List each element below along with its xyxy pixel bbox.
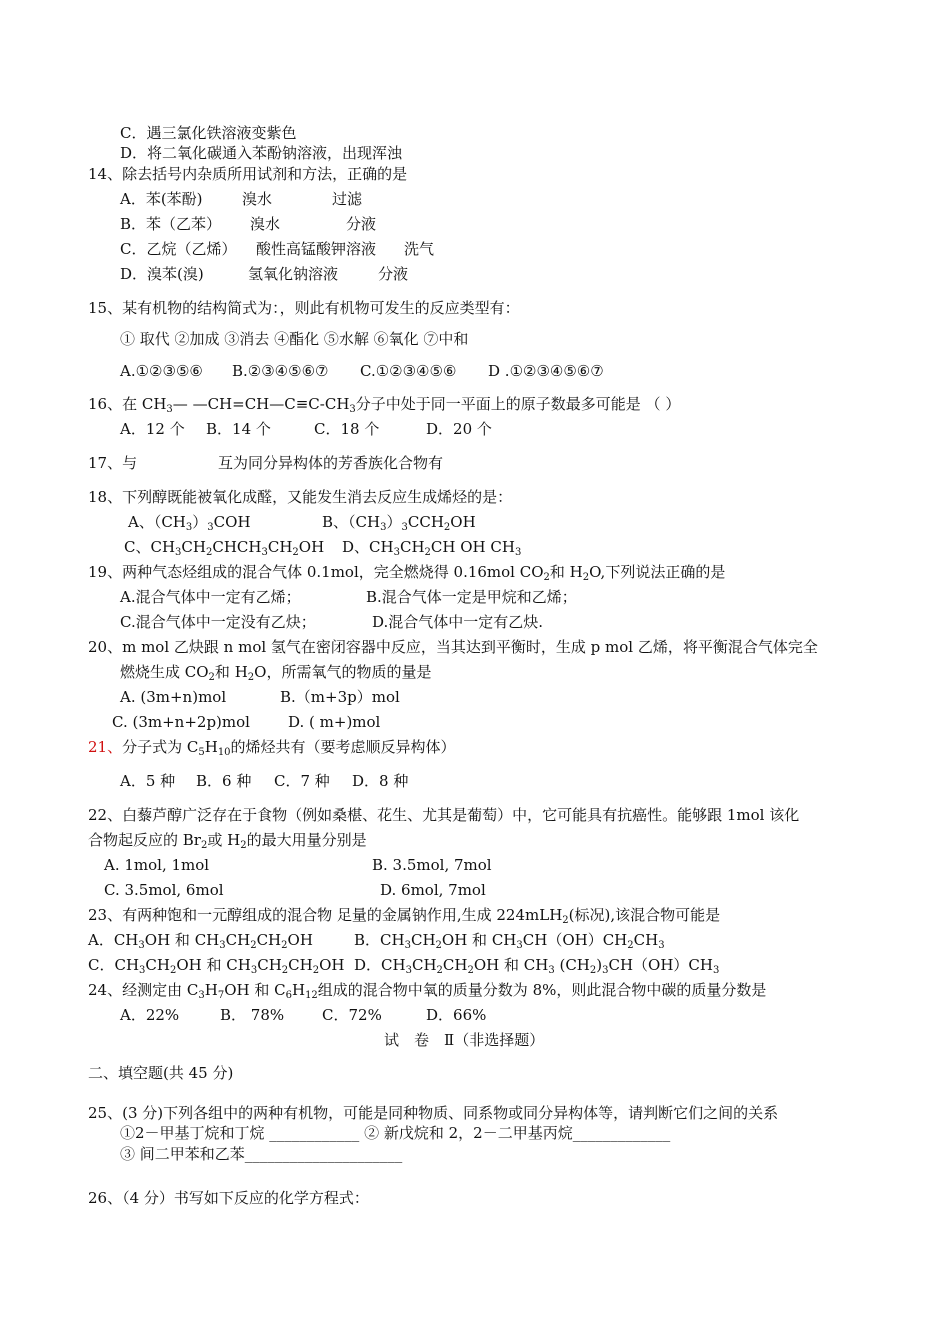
q23-options-ab: A．$CH_3OH$ 和 $CH_3CH_2CH_2OH$ B．$CH_3CH_2OH$ 和 $CH_3CH(OH)CH_2CH_3$ [88,931,665,951]
q19-options-cd: C.混合气体中一定没有乙炔； D.混合气体中一定有乙炔. [120,613,544,631]
q13-option-c: C．遇三氯化铁溶液变紫色 [120,124,297,142]
q14-stem: 14、除去括号内杂质所用试剂和方法，正确的是 [88,165,408,183]
q25-line2: ①2－甲基丁烷和丁烷 ____________ ② 新戊烷和 2，2－二甲基丙烷_____________ [120,1124,671,1142]
q21-stem: 21、分子式为 $C_5H_{10}$的烯烃共有（要考虑顺反异构体） [88,738,456,758]
q18-option-a: A、$(CH_3)_3COH$ [128,513,251,533]
q16-stem: 16、在 $CH_3—$ $—CH=CH—C\equiv C-CH_3$分子中处于同一平面上的原子数最多可能是 （ ） [88,395,681,415]
q22-stem-line1: 22、白藜芦醇广泛存在于食物（例如桑椹、花生、尤其是葡萄）中，它可能具有抗癌性。能够跟 1mol 该化 [88,806,800,824]
q25-line3: ③ 间二甲苯和乙苯_____________________ [120,1145,403,1163]
q15-stem: 15、某有机物的结构简式为：，则此有机物可发生的反应类型有： [88,299,520,317]
q15-reaction-types: ① 取代 ②加成 ③消去 ④酯化 ⑤水解 ⑥氧化 ⑦中和 [120,330,469,348]
q16-options: A．12 个 B．14 个 C．18 个 D．20 个 [120,420,492,438]
q20-stem-line2: 燃烧生成 $CO_2$和 $H_2O$，所需氧气的物质的量是 [120,663,432,683]
q26-stem: 26、（4 分）书写如下反应的化学方程式： [88,1189,369,1207]
q22-options-cd: C. 3.5mol, 6mol D. 6mol, 7mol [104,881,486,899]
q14-option-c: C．乙烷（乙烯） 酸性高锰酸钾溶液 洗气 [120,240,435,258]
q14-option-a: A．苯(苯酚) 溴水 过滤 [120,190,363,208]
q24-options: A．22% B． 78% C．72% D．66% [120,1006,487,1024]
q24-stem: 24、经测定由 $C_3H_7OH$ 和 $C_6H_{12}$组成的混合物中氧的质量分数为 8%，则此混合物中碳的质量分数是 [88,981,767,1001]
q14-option-b: B．苯（乙苯） 溴水 分液 [120,215,377,233]
q23-options-cd: C．$CH_3CH_2OH$ 和 $CH_3CH_2CH_2OH$ D．$CH_3CH_2CH_2OH$ 和 $CH_3$ $(CH_2)_3CH(OH)CH_3$ [88,956,720,976]
q13-option-d: D．将二氧化碳通入苯酚钠溶液，出现浑浊 [120,144,403,162]
q25-stem: 25、(3 分)下列各组中的两种有机物，可能是同种物质、同系物或同分异构体等，请判断它们之间的关系 [88,1104,779,1122]
q18-option-b: B、$(CH_3)_3CCH_2OH$ [322,513,476,533]
q20-options-cd: C. (3m+n+2p)mol D. ( m+)mol [112,713,381,731]
q20-stem-line1: 20、m mol 乙炔跟 n mol 氢气在密闭容器中反应，当其达到平衡时，生成 p mol 乙烯，将平衡混合气体完全 [88,638,818,656]
q20-options-ab: A. (3m+n)mol B.（m+3p）mol [120,688,400,706]
q21-options: A．5 种 B．6 种 C．7 种 D．8 种 [120,772,409,790]
q18-option-c: C、$CH_3CH_2CHCH_3CH_2OH$ [124,538,325,558]
section2-heading: 二、填空题(共 45 分) [88,1064,234,1082]
q18-stem: 18、下列醇既能被氧化成醛，又能发生消去反应生成烯烃的是： [88,488,513,506]
q18-option-d: D、$CH_3CH_2CH$ OH $CH_3$ [342,538,522,558]
q22-stem-line2: 合物起反应的 $Br_2$或 $H_2$的最大用量分别是 [88,831,367,851]
q14-option-d: D．溴苯(溴) 氢氧化钠溶液 分液 [120,265,409,283]
q22-options-ab: A. 1mol, 1mol B. 3.5mol, 7mol [104,856,492,874]
q19-options-ab: A.混合气体中一定有乙烯； B.混合气体一定是甲烷和乙烯； [120,588,577,606]
paper2-title: 试 卷 Ⅱ（非选择题） [384,1031,545,1049]
q23-stem: 23、有两种饱和一元醇组成的混合物 足量的金属钠作用,生成 224mLH$_2$(标况),该混合物可能是 [88,906,721,926]
q15-options: A.①②③⑤⑥ B.②③④⑤⑥⑦ C.①②③④⑤⑥ D .①②③④⑤⑥⑦ [120,362,604,380]
q19-stem: 19、两种气态烃组成的混合气体 0.1mol，完全燃烧得 0.16mol $CO_2$和 $H_2O$,下列说法正确的是 [88,563,726,583]
q17-stem: 17、与 互为同分异构体的芳香族化合物有 [88,454,444,472]
